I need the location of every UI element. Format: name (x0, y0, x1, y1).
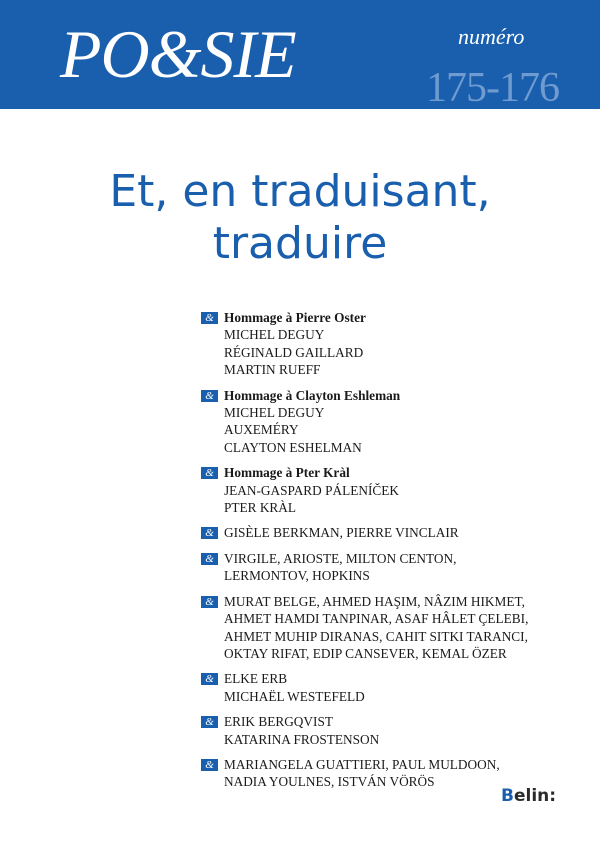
contents-author-line: AHMET HAMDI TANPINAR, ASAF HÂLET ÇELEBI, (224, 611, 529, 627)
contents-group (201, 309, 581, 379)
ampersand-bullet-icon: & (201, 759, 218, 771)
contents-author-line: MURAT BELGE, AHMED HAŞIM, NÂZIM HIKMET, (224, 593, 525, 609)
table-of-contents (201, 309, 581, 799)
contents-author-line: RÉGINALD GAILLARD (224, 344, 364, 360)
ampersand-bullet-icon: & (201, 673, 218, 685)
contents-heading: Hommage à Clayton Eshleman (224, 387, 401, 403)
contents-author-line: AUXEMÉRY (224, 422, 299, 438)
ampersand-bullet-icon: & (201, 553, 218, 565)
contents-author-line: CLAYTON ESHELMAN (224, 439, 362, 455)
issue-title-line-1: Et, en traduisant, (109, 166, 491, 217)
ampersand-bullet-icon: & (201, 312, 218, 324)
contents-author-line: VIRGILE, ARIOSTE, MILTON CENTON, (224, 550, 457, 566)
contents-heading: Hommage à Pierre Oster (224, 310, 366, 325)
cover-header-band (0, 0, 600, 109)
contents-author-line: LERMONTOV, HOPKINS (224, 568, 370, 584)
contents-group (201, 524, 581, 541)
contents-author-line: GISÈLE BERKMAN, PIERRE VINCLAIR (224, 525, 459, 541)
contents-author-line: MICHEL DEGUY (224, 327, 325, 343)
contents-author-line: ERIK BERGQVIST (224, 714, 333, 730)
ampersand-bullet-icon: & (201, 527, 218, 539)
contents-author-line: MICHEL DEGUY (224, 405, 325, 421)
journal-logo: PO&SIE (60, 16, 296, 92)
contents-author-line: AHMET MUHIP DIRANAS, CAHIT SITKI TARANCI, (224, 628, 528, 644)
numero-label: numéro (458, 24, 525, 49)
publisher-initial: B (501, 786, 514, 806)
ampersand-bullet-icon: & (201, 596, 218, 608)
ampersand-bullet-icon: & (201, 716, 218, 728)
contents-author-line: MARIANGELA GUATTIERI, PAUL MULDOON, (224, 756, 500, 772)
contents-group (201, 593, 581, 663)
contents-author-line: ELKE ERB (224, 671, 288, 687)
contents-author-line: JEAN-GASPARD PÁLENÍČEK (224, 482, 399, 498)
contents-author-line: MARTIN RUEFF (224, 362, 321, 378)
contents-heading: Hommage à Pter Kràl (224, 465, 350, 481)
contents-group (201, 713, 581, 748)
contents-group (201, 387, 581, 457)
contents-author-line: NADIA YOULNES, ISTVÁN VÖRÖS (224, 774, 435, 790)
publisher-logo (501, 786, 556, 806)
contents-group (201, 464, 581, 516)
ampersand-bullet-icon: & (201, 467, 218, 479)
contents-author-line: KATARINA FROSTENSON (224, 731, 380, 747)
contents-group (201, 550, 581, 585)
contents-author-line: MICHAËL WESTEFELD (224, 688, 365, 704)
publisher-name-rest: elin: (513, 786, 557, 806)
contents-group (201, 670, 581, 705)
issue-title-line-2: traduire (212, 218, 388, 269)
issue-number: 175-176 (426, 65, 559, 111)
ampersand-bullet-icon: & (201, 390, 218, 402)
contents-author-line: PTER KRÀL (224, 500, 297, 516)
contents-author-line: OKTAY RIFAT, EDIP CANSEVER, KEMAL ÖZER (224, 645, 507, 661)
issue-title (0, 166, 600, 270)
